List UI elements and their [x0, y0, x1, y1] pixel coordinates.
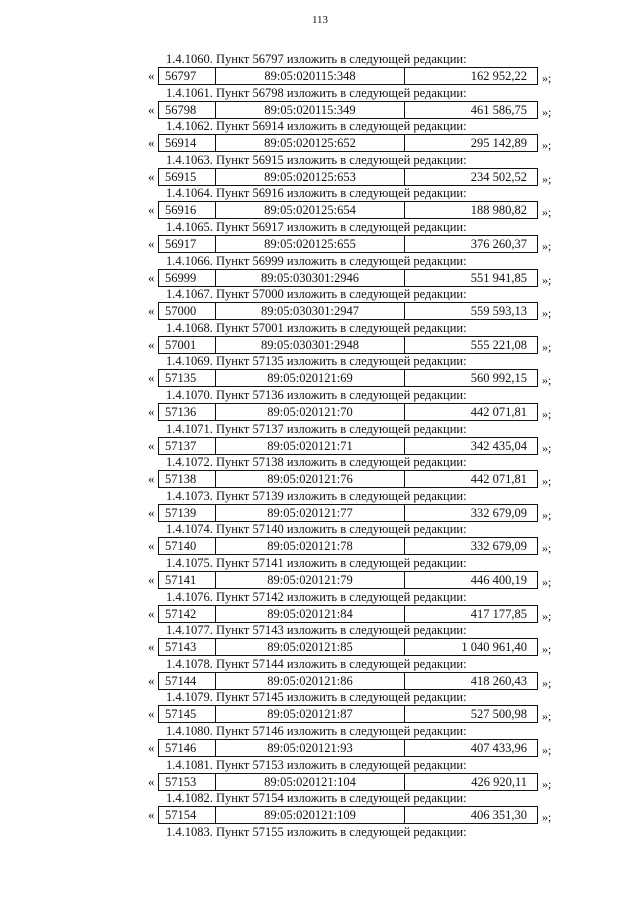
value-cell: 555 221,08 — [470, 337, 527, 352]
close-quote: »; — [542, 575, 552, 589]
open-quote: « — [148, 437, 155, 453]
close-quote: »; — [542, 675, 552, 690]
value-cell: 332 679,09 — [470, 505, 527, 520]
value-cell: 1 040 961,40 — [461, 640, 527, 655]
cadastral-number-cell: 89:05:020121:69 — [216, 370, 405, 386]
entry-table — [158, 269, 538, 287]
value-cell: 162 952,22 — [470, 69, 527, 83]
cadastral-number-cell: 89:05:020121:84 — [216, 606, 405, 622]
value-cell: 442 071,81 — [470, 472, 527, 487]
close-quote: »; — [542, 541, 552, 556]
entry-heading: 1.4.1071. Пункт 57137 изложить в следующей редакции: — [166, 421, 467, 436]
open-quote: « — [148, 538, 155, 554]
value-cell: 417 177,85 — [470, 606, 527, 621]
value-cell: 295 142,89 — [470, 136, 527, 151]
entry-row — [148, 437, 568, 455]
entry-heading: 1.4.1066. Пункт 56999 изложить в следующей редакции: — [166, 253, 467, 268]
value-cell: 234 502,52 — [470, 169, 527, 184]
entry-table — [158, 403, 538, 421]
entry-table — [158, 168, 538, 186]
entry-row — [148, 571, 568, 589]
close-quote: »; — [542, 171, 552, 186]
entry-row — [148, 605, 568, 623]
entry-heading: 1.4.1073. Пункт 57139 изложить в следующей редакции: — [166, 488, 467, 503]
cadastral-number-cell: 89:05:020121:109 — [216, 807, 405, 823]
item-number-cell: 57153 — [159, 774, 216, 790]
cadastral-number-cell: 89:05:020125:654 — [216, 202, 405, 218]
open-quote: « — [148, 471, 155, 487]
entry-row — [148, 537, 568, 555]
item-number-cell: 57001 — [159, 337, 216, 353]
value-cell: 551 941,85 — [470, 270, 527, 285]
open-quote: « — [148, 168, 155, 184]
entry-heading: 1.4.1081. Пункт 57153 изложить в следующей редакции: — [166, 757, 467, 772]
entry-table — [158, 235, 538, 253]
entry-row — [148, 504, 568, 522]
entry-heading: 1.4.1079. Пункт 57145 изложить в следующей редакции: — [166, 690, 467, 705]
cadastral-number-cell: 89:05:020121:85 — [216, 639, 405, 655]
cadastral-number-cell: 89:05:020121:79 — [216, 572, 405, 588]
entry-row — [148, 235, 568, 253]
item-number-cell: 57138 — [159, 471, 216, 487]
entry-row — [148, 672, 568, 690]
cadastral-number-cell: 89:05:020125:653 — [216, 169, 405, 185]
item-number-cell: 57144 — [159, 673, 216, 689]
entry-heading: 1.4.1064. Пункт 56916 изложить в следующей редакции: — [166, 186, 467, 201]
close-quote: »; — [542, 306, 552, 321]
value-cell: 426 920,11 — [471, 774, 527, 789]
entry-table — [158, 201, 538, 219]
value-cell: 418 260,43 — [470, 673, 527, 688]
entry-heading: 1.4.1070. Пункт 57136 изложить в следующей редакции: — [166, 388, 467, 402]
cadastral-number-cell: 89:05:020125:652 — [216, 135, 405, 151]
cadastral-number-cell: 89:05:020115:349 — [216, 102, 405, 118]
entry-heading: 1.4.1068. Пункт 57001 изложить в следующей редакции: — [166, 320, 467, 335]
page-number: 113 — [311, 14, 329, 26]
item-number-cell: 56915 — [159, 169, 216, 185]
entry-row — [148, 302, 568, 320]
entry-row — [148, 470, 568, 488]
value-cell: 442 071,81 — [470, 405, 527, 419]
entry-row — [148, 773, 568, 791]
value-cell: 332 679,09 — [470, 539, 527, 554]
cadastral-number-cell: 89:05:020121:87 — [216, 706, 405, 722]
close-quote: »; — [542, 339, 552, 354]
entry-table — [158, 67, 538, 85]
close-quote: »; — [542, 71, 552, 85]
entry-heading: 1.4.1074. Пункт 57140 изложить в следующей редакции: — [166, 522, 467, 537]
open-quote: « — [148, 101, 155, 117]
close-quote: »; — [542, 239, 552, 253]
item-number-cell: 57142 — [159, 606, 216, 622]
entry-heading: 1.4.1082. Пункт 57154 изложить в следующей редакции: — [166, 791, 467, 806]
value-cell: 376 260,37 — [470, 237, 527, 251]
entry-table — [158, 134, 538, 152]
value-cell: 407 433,96 — [470, 741, 527, 755]
entry-heading: 1.4.1060. Пункт 56797 изложить в следующей редакции: — [166, 52, 467, 66]
cadastral-number-cell: 89:05:030301:2947 — [216, 303, 405, 319]
value-cell: 406 351,30 — [470, 808, 527, 823]
final-heading: 1.4.1083. Пункт 57155 изложить в следующей редакции: — [166, 824, 467, 839]
cadastral-number-cell: 89:05:030301:2946 — [216, 270, 405, 286]
close-quote: »; — [542, 104, 552, 119]
value-cell: 188 980,82 — [470, 203, 527, 218]
close-quote: »; — [542, 776, 552, 791]
cadastral-number-cell: 89:05:020121:76 — [216, 471, 405, 487]
entry-table — [158, 302, 538, 320]
item-number-cell: 57136 — [159, 404, 216, 420]
entry-heading: 1.4.1078. Пункт 57144 изложить в следующей редакции: — [166, 656, 467, 671]
entry-row — [148, 403, 568, 421]
entry-heading: 1.4.1077. Пункт 57143 изложить в следующей редакции: — [166, 623, 467, 638]
entry-heading: 1.4.1061. Пункт 56798 изложить в следующей редакции: — [166, 85, 467, 100]
item-number-cell: 56797 — [159, 68, 216, 84]
entry-table — [158, 437, 538, 455]
item-number-cell: 57145 — [159, 706, 216, 722]
open-quote: « — [148, 68, 155, 83]
cadastral-number-cell: 89:05:020115:348 — [216, 68, 405, 84]
cadastral-number-cell: 89:05:020121:71 — [216, 438, 405, 454]
entry-heading: 1.4.1069. Пункт 57135 изложить в следующей редакции: — [166, 354, 467, 369]
open-quote: « — [148, 706, 155, 722]
item-number-cell: 56999 — [159, 270, 216, 286]
item-number-cell: 57143 — [159, 639, 216, 655]
open-quote: « — [148, 404, 155, 419]
close-quote: »; — [542, 205, 552, 220]
entry-heading: 1.4.1063. Пункт 56915 изложить в следующей редакции: — [166, 152, 467, 167]
item-number-cell: 56798 — [159, 102, 216, 118]
entry-row — [148, 705, 568, 723]
entry-table — [158, 672, 538, 690]
entry-table — [158, 638, 538, 656]
item-number-cell: 57137 — [159, 438, 216, 454]
entry-heading: 1.4.1065. Пункт 56917 изложить в следующей редакции: — [166, 220, 467, 234]
open-quote: « — [148, 807, 155, 823]
entry-table — [158, 705, 538, 723]
cadastral-number-cell: 89:05:020121:104 — [216, 774, 405, 790]
close-quote: »; — [542, 608, 552, 623]
value-cell: 560 992,15 — [470, 371, 527, 386]
entry-table — [158, 369, 538, 387]
entry-heading: 1.4.1080. Пункт 57146 изложить в следующей редакции: — [166, 724, 467, 738]
entry-table — [158, 739, 538, 757]
open-quote: « — [148, 605, 155, 621]
item-number-cell: 57000 — [159, 303, 216, 319]
entry-row — [148, 336, 568, 354]
entry-table — [158, 336, 538, 354]
close-quote: »; — [542, 407, 552, 421]
entry-row — [148, 269, 568, 287]
open-quote: « — [148, 740, 155, 755]
entry-row — [148, 638, 568, 656]
entry-table — [158, 504, 538, 522]
entry-row — [148, 134, 568, 152]
cadastral-number-cell: 89:05:020121:93 — [216, 740, 405, 756]
entry-row — [148, 201, 568, 219]
entry-row — [148, 101, 568, 119]
cadastral-number-cell: 89:05:020125:655 — [216, 236, 405, 252]
close-quote: »; — [542, 507, 552, 522]
value-cell: 461 586,75 — [470, 102, 527, 117]
open-quote: « — [148, 202, 155, 218]
close-quote: »; — [542, 810, 552, 825]
open-quote: « — [148, 572, 155, 587]
entry-row — [148, 369, 568, 387]
entry-heading: 1.4.1075. Пункт 57141 изложить в следующей редакции: — [166, 556, 467, 570]
item-number-cell: 57141 — [159, 572, 216, 588]
close-quote: »; — [542, 743, 552, 757]
entry-table — [158, 773, 538, 791]
open-quote: « — [148, 303, 155, 319]
value-cell: 446 400,19 — [470, 573, 527, 587]
entry-table — [158, 470, 538, 488]
entry-heading: 1.4.1067. Пункт 57000 изложить в следующей редакции: — [166, 287, 467, 302]
close-quote: »; — [542, 642, 552, 657]
entry-row — [148, 168, 568, 186]
item-number-cell: 57140 — [159, 538, 216, 554]
value-cell: 559 593,13 — [470, 304, 527, 319]
item-number-cell: 57139 — [159, 505, 216, 521]
item-number-cell: 56914 — [159, 135, 216, 151]
open-quote: « — [148, 370, 155, 386]
open-quote: « — [148, 773, 155, 789]
entry-table — [158, 806, 538, 824]
open-quote: « — [148, 504, 155, 520]
cadastral-number-cell: 89:05:020121:70 — [216, 404, 405, 420]
close-quote: »; — [542, 474, 552, 489]
cadastral-number-cell: 89:05:020121:86 — [216, 673, 405, 689]
cadastral-number-cell: 89:05:020121:78 — [216, 538, 405, 554]
entry-table — [158, 605, 538, 623]
open-quote: « — [148, 236, 155, 251]
item-number-cell: 57135 — [159, 370, 216, 386]
entry-heading: 1.4.1072. Пункт 57138 изложить в следующей редакции: — [166, 455, 467, 470]
item-number-cell: 57146 — [159, 740, 216, 756]
item-number-cell: 56916 — [159, 202, 216, 218]
open-quote: « — [148, 269, 155, 285]
entry-heading: 1.4.1062. Пункт 56914 изложить в следующей редакции: — [166, 119, 467, 134]
item-number-cell: 56917 — [159, 236, 216, 252]
value-cell: 527 500,98 — [470, 707, 527, 722]
entry-row — [148, 67, 568, 85]
entry-row — [148, 739, 568, 757]
entry-table — [158, 571, 538, 589]
value-cell: 342 435,04 — [470, 438, 527, 453]
close-quote: »; — [542, 373, 552, 388]
entry-row — [148, 806, 568, 824]
entry-table — [158, 101, 538, 119]
item-number-cell: 57154 — [159, 807, 216, 823]
close-quote: »; — [542, 138, 552, 153]
entry-table — [158, 537, 538, 555]
open-quote: « — [148, 639, 155, 655]
cadastral-number-cell: 89:05:030301:2948 — [216, 337, 405, 353]
cadastral-number-cell: 89:05:020121:77 — [216, 505, 405, 521]
open-quote: « — [148, 336, 155, 352]
entry-heading: 1.4.1076. Пункт 57142 изложить в следующей редакции: — [166, 589, 467, 604]
open-quote: « — [148, 672, 155, 688]
open-quote: « — [148, 135, 155, 151]
close-quote: »; — [542, 440, 552, 455]
close-quote: »; — [542, 272, 552, 287]
close-quote: »; — [542, 709, 552, 724]
